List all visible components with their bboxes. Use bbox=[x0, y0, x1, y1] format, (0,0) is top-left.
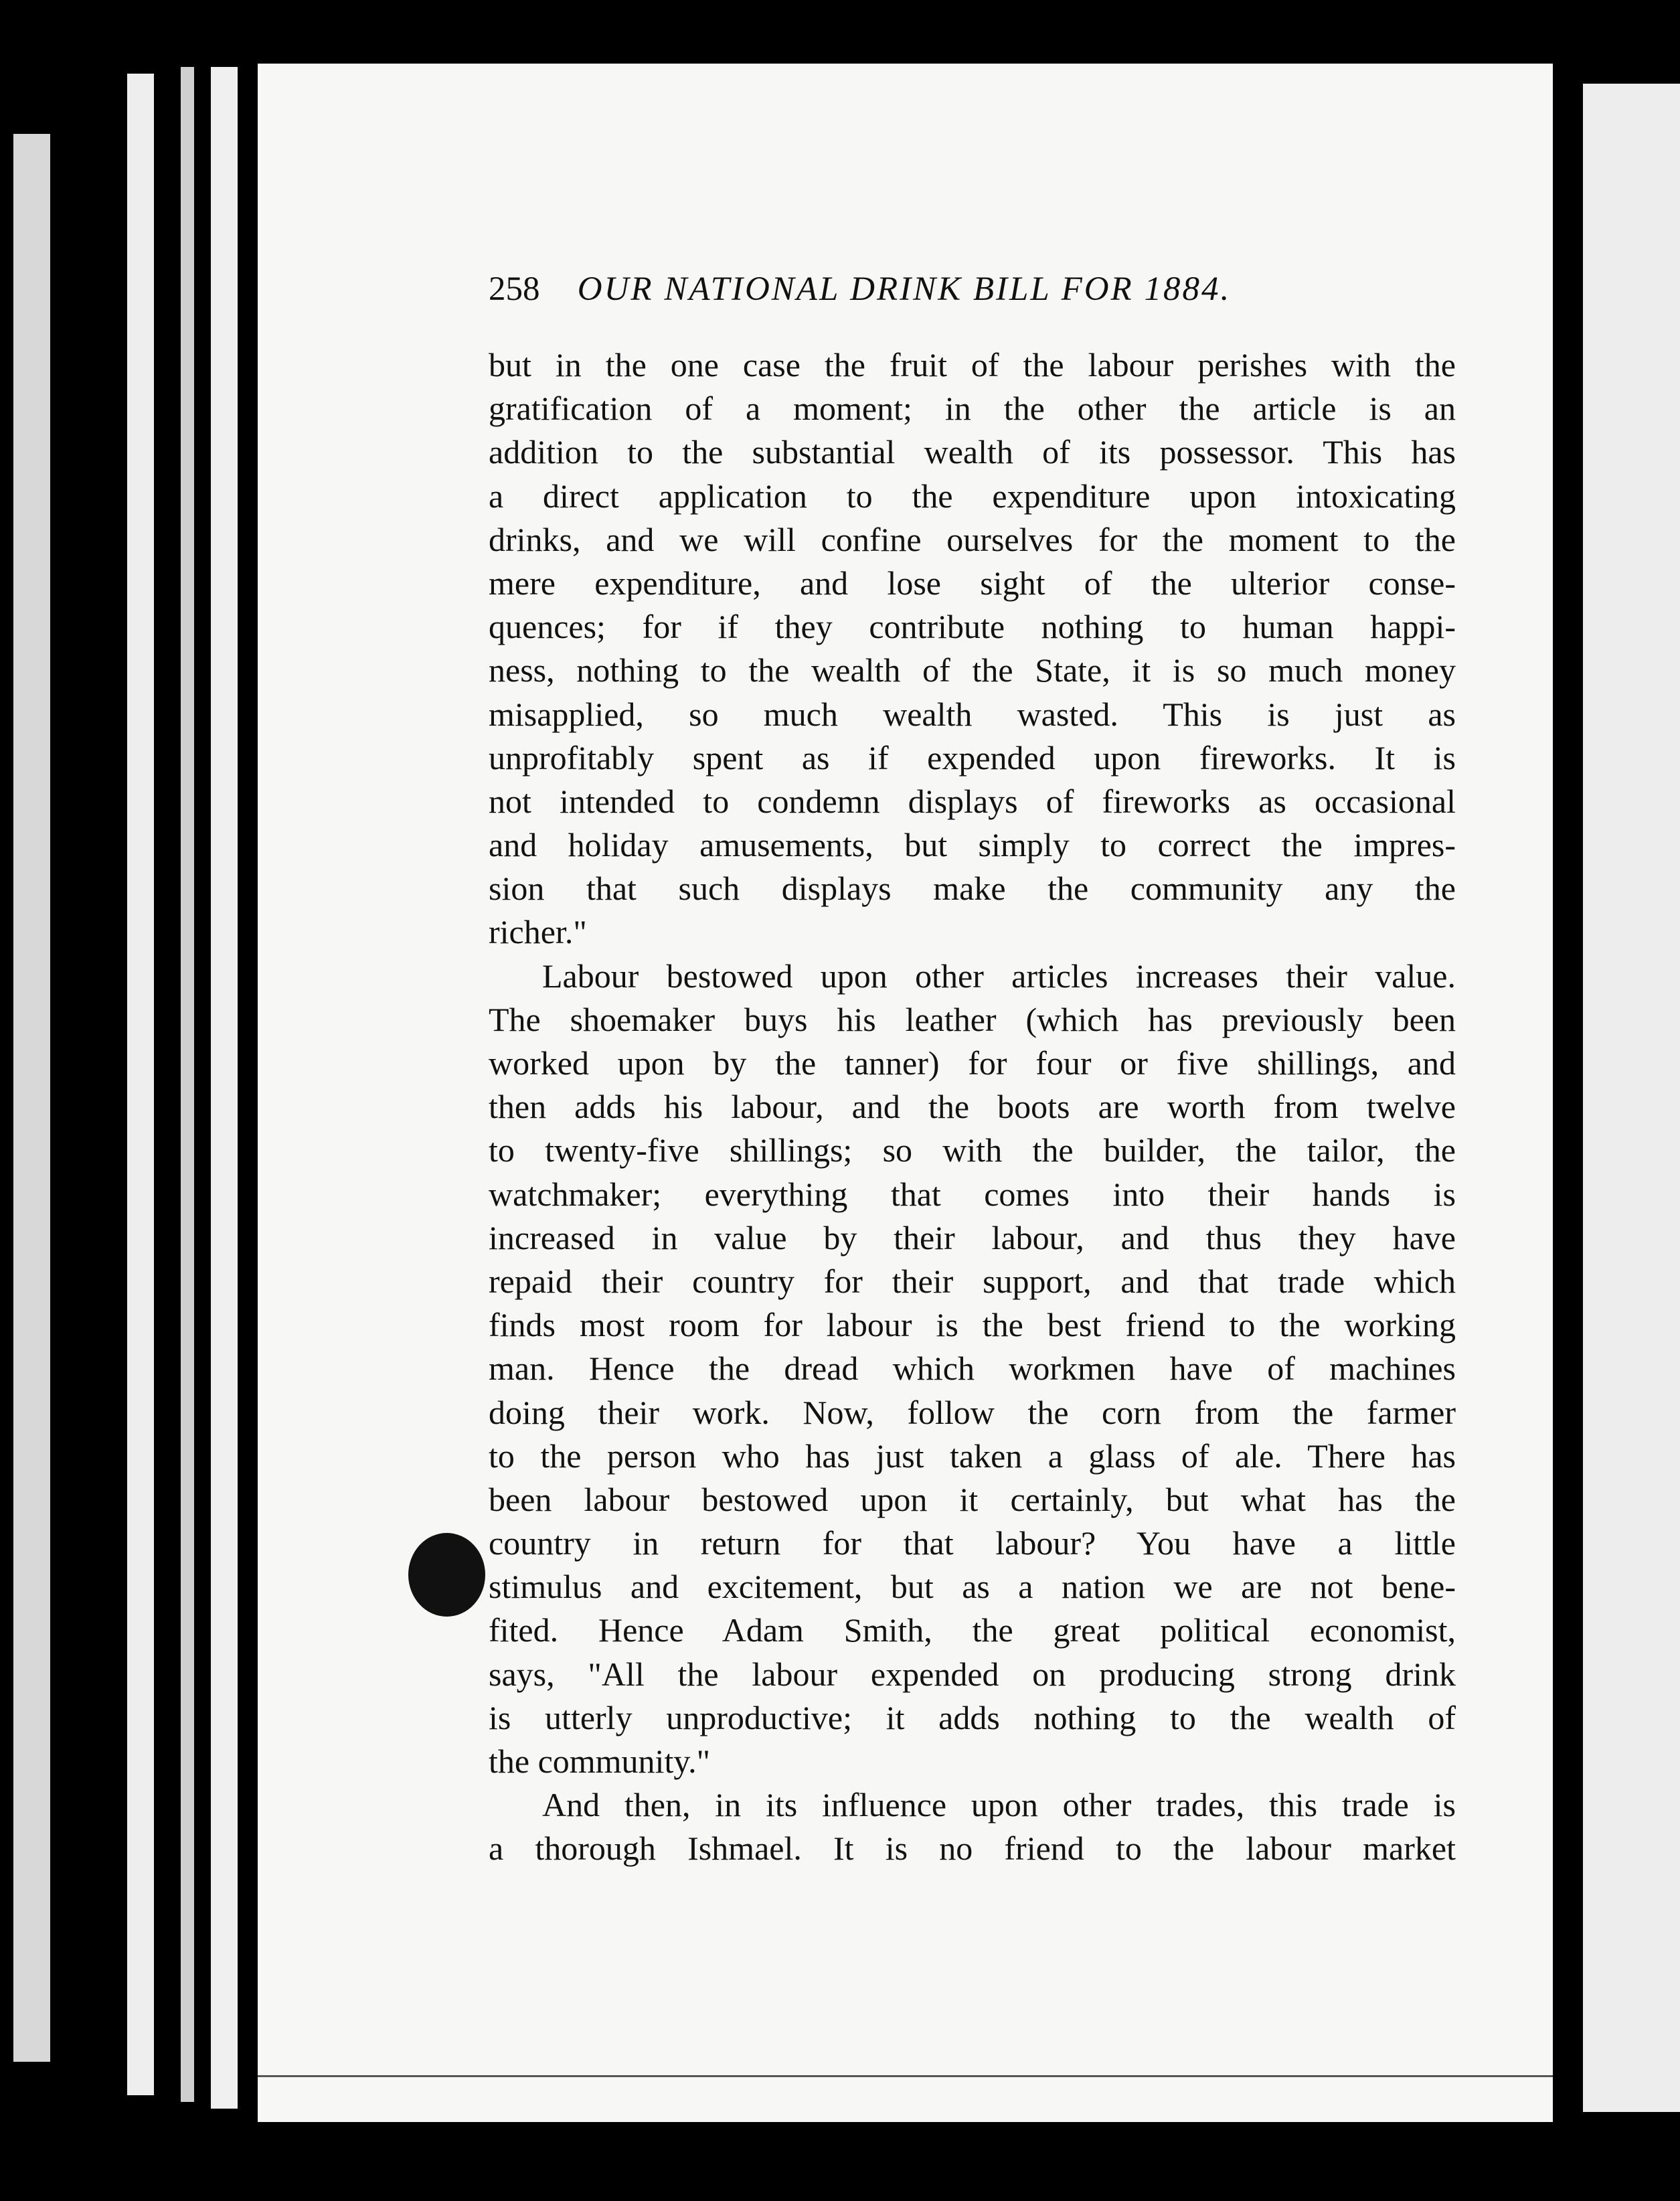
text-line: stimulus and excitement, but as a nation we are not bene- bbox=[489, 1568, 1456, 1606]
right-page-edge bbox=[1583, 84, 1680, 2112]
text-line: gratification of a moment; in the other the article is an bbox=[489, 390, 1456, 428]
text-line: says, "All the labour expended on producing strong drink bbox=[489, 1655, 1456, 1693]
text-line: Labour bestowed upon other articles increases their value. bbox=[542, 957, 1456, 995]
text-line: the community." bbox=[489, 1742, 711, 1780]
text-line: to the person who has just taken a glass of ale. There has bbox=[489, 1437, 1456, 1475]
text-line: misapplied, so much wealth wasted. This is just as bbox=[489, 695, 1456, 733]
text-line: quences; for if they contribute nothing to human happi- bbox=[489, 608, 1456, 646]
scan-rule bbox=[258, 2075, 1553, 2077]
text-line: repaid their country for their support, and that trade which bbox=[489, 1262, 1456, 1300]
book-page bbox=[258, 64, 1553, 2122]
text-line: and holiday amusements, but simply to correct the impres- bbox=[489, 826, 1456, 864]
text-line: ness, nothing to the wealth of the State, it is so much money bbox=[489, 651, 1456, 689]
body-text bbox=[489, 343, 1456, 1871]
text-line: increased in value by their labour, and thus they have bbox=[489, 1218, 1456, 1256]
page-number: 258 bbox=[489, 270, 540, 308]
text-line: richer." bbox=[489, 913, 587, 951]
text-line: is utterly unproductive; it adds nothing to the wealth of bbox=[489, 1698, 1456, 1736]
text-line: a thorough Ishmael. It is no friend to the labour market bbox=[489, 1829, 1456, 1868]
text-line: been labour bestowed upon it certainly, but what has the bbox=[489, 1480, 1456, 1518]
text-line: man. Hence the dread which workmen have of machines bbox=[489, 1350, 1456, 1388]
text-line: to twenty-five shillings; so with the builder, the tailor, the bbox=[489, 1131, 1456, 1169]
text-line: finds most room for labour is the best friend to the working bbox=[489, 1306, 1456, 1344]
text-line: drinks, and we will confine ourselves for the moment to the bbox=[489, 520, 1456, 558]
text-line: mere expenditure, and lose sight of the ulterior conse- bbox=[489, 564, 1456, 602]
text-line: worked upon by the tanner) for four or five shillings, and bbox=[489, 1044, 1456, 1082]
running-title: OUR NATIONAL DRINK BILL FOR 1884. bbox=[577, 270, 1232, 308]
text-line: unprofitably spent as if expended upon fireworks. It is bbox=[489, 738, 1456, 777]
left-page-edge bbox=[13, 134, 50, 2062]
text-line: doing their work. Now, follow the corn from the farmer bbox=[489, 1393, 1456, 1431]
text-line: And then, in its influence upon other trades, this trade is bbox=[542, 1786, 1456, 1824]
text-line: not intended to condemn displays of fireworks as occasional bbox=[489, 782, 1456, 820]
text-line: a direct application to the expenditure upon intoxicating bbox=[489, 477, 1456, 515]
left-page-edge bbox=[127, 74, 154, 2095]
text-line: fited. Hence Adam Smith, the great political economist, bbox=[489, 1611, 1456, 1649]
text-line: addition to the substantial wealth of its possessor. This has bbox=[489, 433, 1456, 471]
page-header bbox=[489, 270, 1553, 317]
text-line: but in the one case the fruit of the labour perishes with the bbox=[489, 346, 1456, 384]
text-line: country in return for that labour? You have a little bbox=[489, 1524, 1456, 1562]
left-page-edge bbox=[181, 67, 194, 2102]
text-line: The shoemaker buys his leather (which has previously been bbox=[489, 1000, 1456, 1038]
text-line: sion that such displays make the community any the bbox=[489, 870, 1456, 908]
ink-blot bbox=[408, 1533, 485, 1617]
text-line: watchmaker; everything that comes into their hands is bbox=[489, 1175, 1456, 1213]
left-page-edge bbox=[211, 67, 238, 2109]
text-line: then adds his labour, and the boots are worth from twelve bbox=[489, 1088, 1456, 1126]
